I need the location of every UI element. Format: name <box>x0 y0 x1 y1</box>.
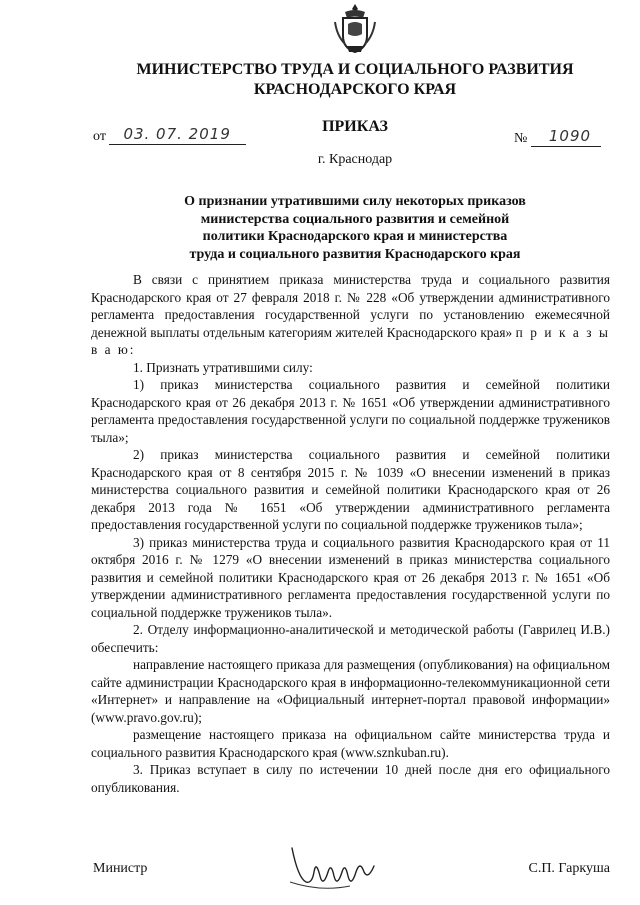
signatory-name: С.П. Гаркуша <box>528 861 610 876</box>
item-1-2: 2) приказ министерства социального развития и семейной политики Краснодарского края от 8 сентября 2015 г. № 1039 «О внесении изменений в приказ министерства социального развития и семейной политики Краснодарского края от 26 декабря 2013 года № 1651 «Об утверждении административного регламента предоставления государственной услуги по социальной поддержке тружеников тыла»; <box>91 447 610 532</box>
date-value: 03. 07. 2019 <box>123 125 231 143</box>
ministry-name <box>130 60 580 100</box>
title-line: министерства социального развития и семейной <box>200 211 510 227</box>
item-1-1: 1) приказ министерства социального развития и семейной политики Краснодарского края от 26 декабря 2013 г. № 1651 «Об утверждении административного регламента предоставления государственной услуги по социальной поддержке тружеников тыла»; <box>91 377 610 445</box>
city: г. Краснодар <box>317 152 393 167</box>
document-title <box>140 193 570 263</box>
intro-text: В связи с принятием приказа министерства труда и социального развития Краснодарского края от 27 февраля 2018 г. № 228 «Об утверждении административного регламента предоставления государственной услуги по установлению ежемесячной денежной выплаты отдельным категориям жителей Краснодарского края» <box>91 272 610 340</box>
number-field <box>514 127 601 147</box>
item-1: 1. Признать утратившими силу: <box>133 359 313 375</box>
item-1-3: 3) приказ министерства труда и социального развития Краснодарского края от 11 октября 2016 г. № 1279 «О внесении изменений в приказ министерства социального развития и семейной политики Краснодарского края от 26 декабря 2013 г. № 1651 «Об утверждении административного регламента предоставления государственной услуги по социальной поддержке тружеников тыла». <box>91 534 610 620</box>
item-3: 3. Приказ вступает в силу по истечении 10 дней после дня его официального опубликования. <box>91 762 610 795</box>
item-2-2: размещение настоящего приказа на официальном сайте министерства труда и социального развития Краснодарского края (www.sznkuban.ru). <box>91 727 610 760</box>
signatory-position: Министр <box>93 861 148 876</box>
date-line <box>109 125 246 145</box>
document-body <box>91 271 610 796</box>
date-prefix: от <box>93 129 106 144</box>
ministry-line-2: КРАСНОДАРСКОГО КРАЯ <box>253 81 457 98</box>
item-2-1: направление настоящего приказа для размещения (опубликования) на официальном сайте администрации Краснодарского края в информационно-телекоммуникационной сети «Интернет» и направление на «Официальный интернет-портал правовой информации» (www.pravo.gov.ru); <box>91 657 610 725</box>
number-prefix: № <box>514 131 528 146</box>
title-line: труда и социального развития Краснодарского края <box>189 246 521 262</box>
title-line: О признании утратившими силу некоторых приказов <box>184 194 526 209</box>
intro-paragraph <box>91 271 610 359</box>
ministry-line-1: МИНИСТЕРСТВО ТРУДА И СОЦИАЛЬНОГО РАЗВИТИЯ <box>136 61 574 78</box>
title-line: политики Краснодарского края и министерства <box>202 229 508 244</box>
handwritten-signature <box>288 838 388 898</box>
order-word: п р и к а з ы в а ю: <box>91 324 610 357</box>
number-value: 1090 <box>548 127 592 145</box>
number-line <box>531 127 601 147</box>
date-field <box>93 125 246 145</box>
coat-of-arms-icon <box>331 2 379 56</box>
document-type: ПРИКАЗ <box>322 118 388 135</box>
item-2: 2. Отделу информационно-аналитической и методической работы (Гаврилец И.В.) обеспечить: <box>91 622 610 655</box>
